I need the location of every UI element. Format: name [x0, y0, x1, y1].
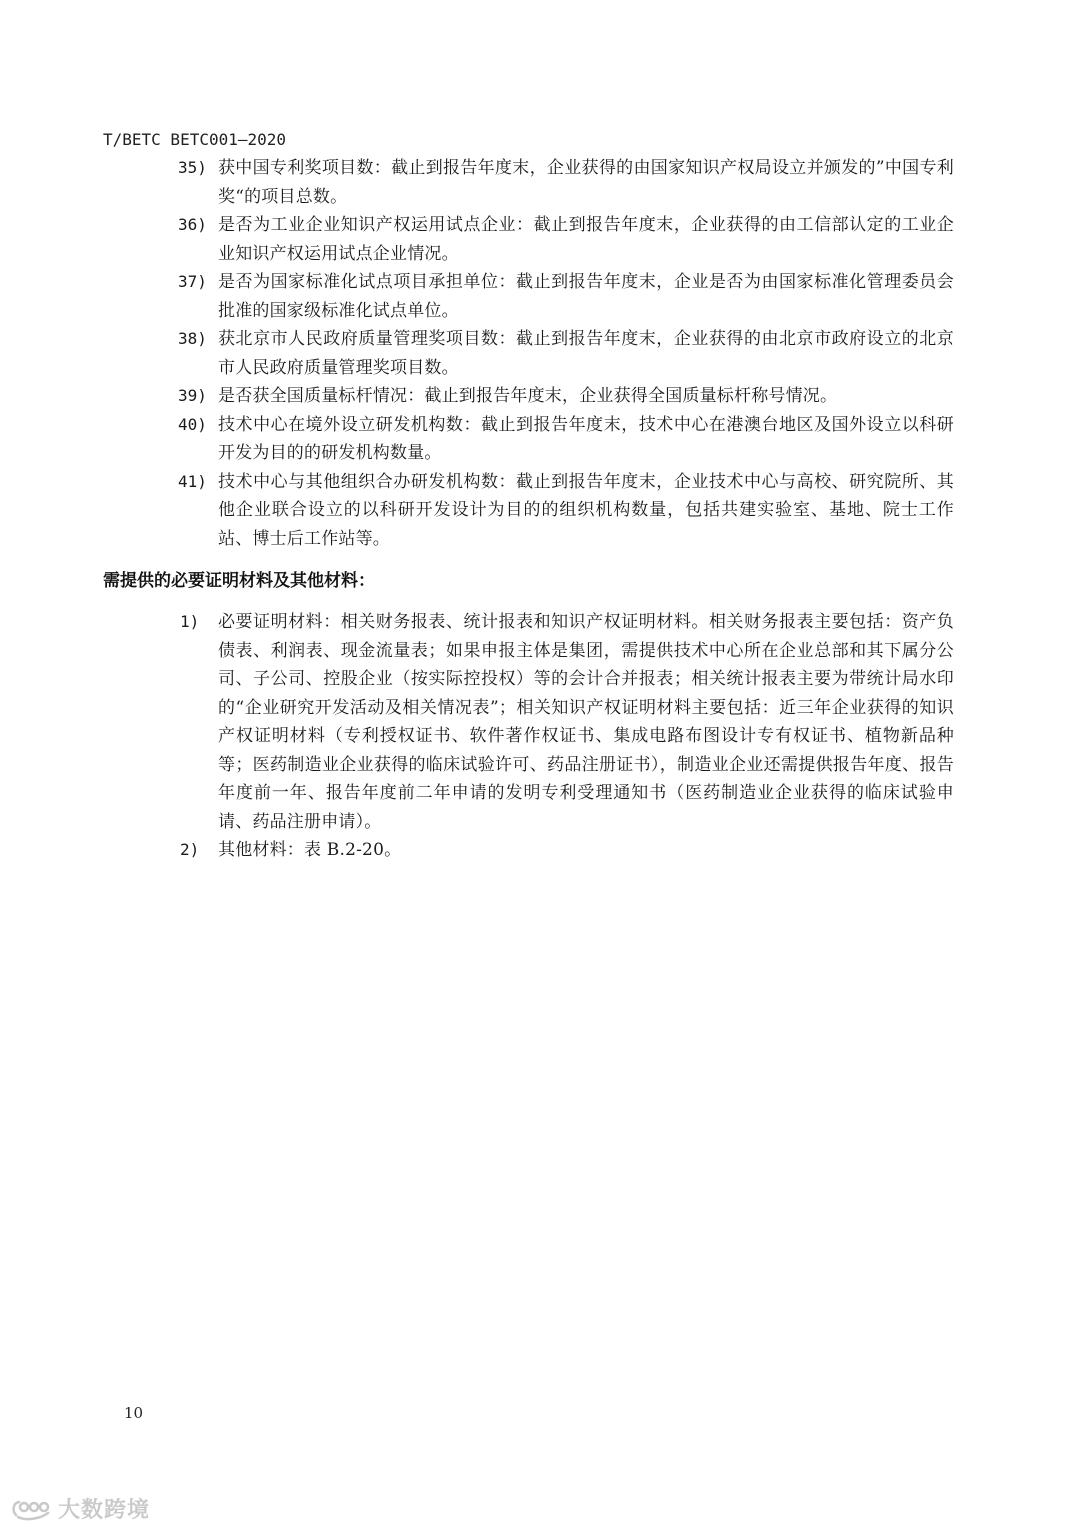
list-item: [0, 154, 1080, 211]
list-item: [0, 468, 1080, 554]
list-item: [0, 325, 1080, 382]
definition-list: [0, 154, 1080, 553]
section-heading: 需提供的必要证明材料及其他材料：: [103, 571, 375, 591]
item-text: 是否获全国质量标杆情况：截止到报告年度末，企业获得全国质量标杆称号情况。: [218, 386, 838, 406]
watermark-text: 大数跨境: [58, 1498, 151, 1523]
brand-logo-icon: [10, 1497, 54, 1521]
item-text: 是否为国家标准化试点项目承担单位：截止到报告年度末，企业是否为由国家标准化管理委员会批准的国家级标准化试点单位。: [218, 272, 954, 321]
item-number: 35): [178, 158, 207, 177]
item-text: 其他材料：表 B.2-20。: [218, 840, 402, 860]
item-number: 39): [178, 386, 207, 405]
item-number: 41): [178, 471, 207, 491]
list-item: [0, 836, 1080, 865]
item-text: 技术中心在境外设立研发机构数：截止到报告年度末，技术中心在港澳台地区及国外设立以科研开发为目的的研发机构数量。: [218, 414, 954, 463]
document-id: T/BETC BETC001—2020: [103, 130, 287, 149]
item-number: 38): [178, 329, 207, 348]
item-text: 技术中心与其他组织合办研发机构数：截止到报告年度末，企业技术中心与高校、研究院所、其他企业联合设立的以科研开发设计为目的的组织机构数量，包括共建实验室、基地、院士工作站、博士后工作站等。: [218, 471, 954, 549]
materials-list: [0, 608, 1080, 865]
item-text: 必要证明材料：相关财务报表、统计报表和知识产权证明材料。相关财务报表主要包括：资产负债表、利润表、现金流量表；如果申报主体是集团，需提供技术中心所在企业总部和其下属分公司、子公司、控股企业（按实际控投权）等的会计合并报表；相关统计报表主要为带统计局水印的“企业研究开发活动及相关情况表”；相关知识产权证明材料主要包括：近三年企业获得的知识产权证明材料（专利授权证书、软件著作权证书、集成电路布图设计专有权证书、植物新品种等；医药制造业企业获得的临床试验许可、药品注册证书），制造业企业还需提供报告年度、报告年度前一年、报告年度前二年申请的发明专利受理通知书（医药制造业企业获得的临床试验申请、药品注册申请）。: [218, 612, 954, 832]
item-number: 40): [178, 414, 207, 434]
item-number: 1): [180, 612, 200, 631]
list-item: [0, 608, 1080, 836]
list-item: [0, 411, 1080, 468]
item-number: 36): [178, 215, 207, 234]
watermark: [10, 1493, 150, 1524]
page-number: 10: [124, 1404, 144, 1422]
item-number: 37): [178, 272, 207, 291]
item-text: 获中国专利奖项目数：截止到报告年度末，企业获得的由国家知识产权局设立并颁发的”中国专利奖“的项目总数。: [218, 158, 954, 207]
list-item: [0, 211, 1080, 268]
item-text: 是否为工业企业知识产权运用试点企业：截止到报告年度末，企业获得的由工信部认定的工业企业知识产权运用试点企业情况。: [218, 215, 954, 264]
item-text: 获北京市人民政府质量管理奖项目数：截止到报告年度末，企业获得的由北京市政府设立的北京市人民政府质量管理奖项目数。: [218, 329, 954, 378]
list-item: [0, 268, 1080, 325]
list-item: [0, 382, 1080, 411]
item-number: 2): [180, 840, 200, 859]
